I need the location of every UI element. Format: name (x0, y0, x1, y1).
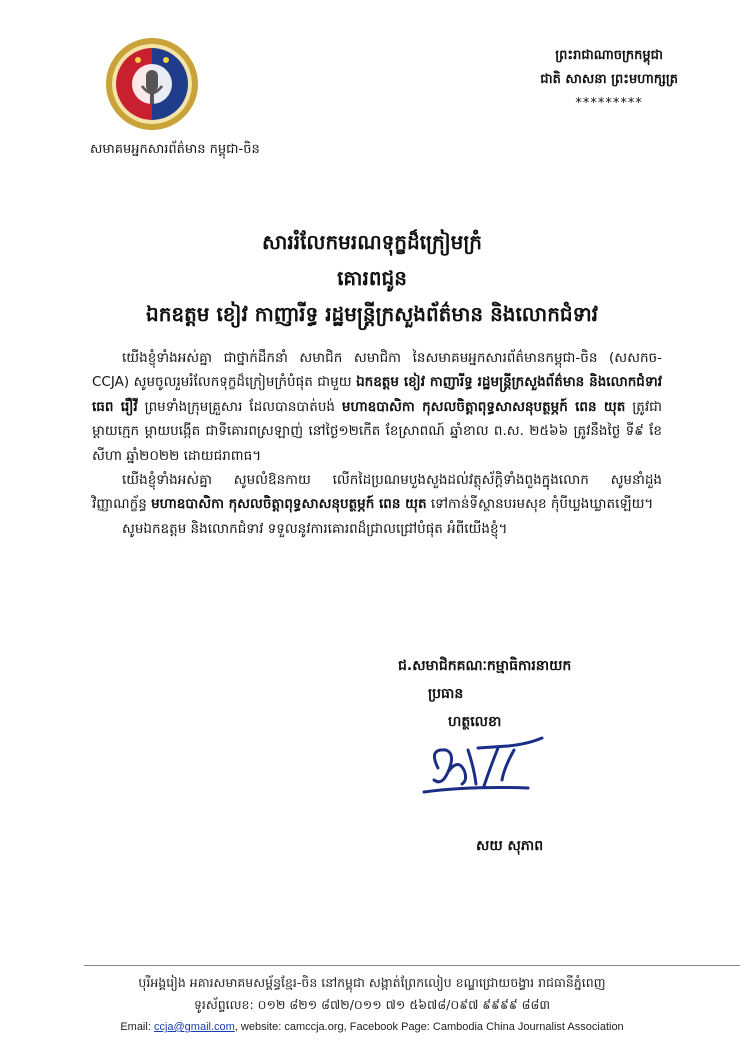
footer-address: បុរីអង្គរៀង អគារសមាគមសម្ព័ន្ធខ្មែរ-ចិន នៅកម្ពុជា សង្កាត់ព្រែកលៀប ខណ្ឌជ្រោយចង្វារ រាជធានីភ្នំពេញ (138, 975, 606, 990)
paragraph-3: សូមឯកឧត្តម និងលោកជំទាវ ទទួលនូវការគោរពដ៏ជ្រាលជ្រៅបំផុត អំពីយើងខ្ញុំ។ (122, 520, 508, 537)
association-logo (104, 36, 200, 132)
handwritten-signature (418, 728, 548, 798)
signer-name: សយ សុភាព (476, 838, 544, 854)
on-behalf-line: ជ.សមាជិកគណៈកម្មាធិការនាយក (398, 658, 572, 674)
website-text: camccja.org (284, 1021, 344, 1033)
facebook-label: , Facebook Page: (343, 1021, 433, 1033)
letter-body (92, 346, 662, 541)
p1-text-3: ត្រូវជាម្ដាយក្មេក ម្ដាយបង្កើត ជាទីគោរពស្រឡាញ់ នៅថ្ងៃ១២កើត ខែស្រាពណ៍ ឆ្នាំខាល ព.ស. ២៥៦៦ ត្រូវនឹងថ្ងៃ ទី៩ ខែសីហា ឆ្នាំ២០២២ ដោយជរាពាធ។ (92, 398, 662, 464)
p1-text-2: ព្រមទាំងក្រុមគ្រួសារ ដែលបានបាត់បង់ (137, 398, 342, 415)
org-name: សមាគមអ្នកសារព័ត៌មាន កម្ពុជា-ចិន (90, 142, 260, 157)
kingdom-title: ព្រះរាជាណាចក្រកម្ពុជា (555, 48, 663, 63)
kingdom-header (540, 44, 678, 116)
letter-title (0, 224, 744, 332)
title-line-2: គោរពជូន (337, 266, 407, 290)
p1-minister-name: ឯកឧត្តម ខៀវ កាញារីទ្ធ រដ្ឋមន្ត្រីក្រសួងព័ត៌មាន និងលោកជំទាវ ធេព រឿវី (92, 374, 662, 415)
title-line-1: សាររំលែកមរណទុក្ខដ៏ក្រៀមក្រំ (261, 230, 483, 254)
p2-deceased-name: មហាឧបាសិកា កុសលចិត្តាពុទ្ធសាសនុបត្ថម្ភក៍ ពេន យុត (151, 496, 427, 513)
stars-divider: ********* (575, 96, 643, 111)
p2-text-2: ទៅកាន់ទីស្ថានបរមសុខ កុំបីឃ្លងឃ្លាតឡើយ។ (426, 496, 654, 513)
footer-phones: ទូរស័ព្ទលេខ: ០១២ ៨២១ ៨៧២/០១១ ៧១ ៥៦៧៨/០៩៧ ៩៩៩៩ ៨៨៣ (193, 997, 551, 1012)
p1-deceased-name: មហាឧបាសិកា កុសលចិត្តាពុទ្ធសាសនុបត្ថម្ភក៍ ពេន យុត (341, 398, 626, 415)
p1-text: យើងខ្ញុំទាំងអស់គ្នា ជាថ្នាក់ដឹកនាំ សមាជិក សមាជិកា នៃសមាគមអ្នកសារព័ត៌មានកម្ពុជា-ចិន (សសកច-CCJA) សូមចូលរួមរំលែកទុក្ខដ៏ក្រៀមក្រំបំផុត ជាមួយ (92, 350, 662, 391)
signature-block (398, 652, 571, 736)
title-line-3: ឯកឧត្តម ខៀវ កាញារីទ្ធ រដ្ឋមន្ត្រីក្រសួងព័ត៌មាន និងលោកជំទាវ (146, 302, 598, 326)
facebook-page: Cambodia China Journalist Association (432, 1021, 624, 1033)
footer-divider (84, 965, 740, 966)
email-link[interactable]: ccja@gmail.com (153, 1021, 235, 1033)
paragraph-1 (92, 346, 662, 468)
signer-title: ប្រធាន (428, 686, 464, 702)
email-label: Email: (120, 1021, 154, 1033)
national-motto: ជាតិ សាសនា ព្រះមហាក្សត្រ (540, 72, 678, 87)
p2-text: យើងខ្ញុំទាំងអស់គ្នា សូមលំឱនកាយ លើកដៃប្រណមបួងសួងដល់វត្ថុស័ក្តិទាំងពួងក្នុងលោក សូមនាំដួងវិញ្ញាណក្ខ័ន្ធ (92, 472, 662, 513)
footer (0, 972, 744, 1038)
website-label: , website: (234, 1021, 285, 1033)
paragraph-2 (92, 468, 662, 517)
signature-label: ហត្ថលេខា (448, 714, 502, 730)
footer-contact (0, 1016, 744, 1038)
